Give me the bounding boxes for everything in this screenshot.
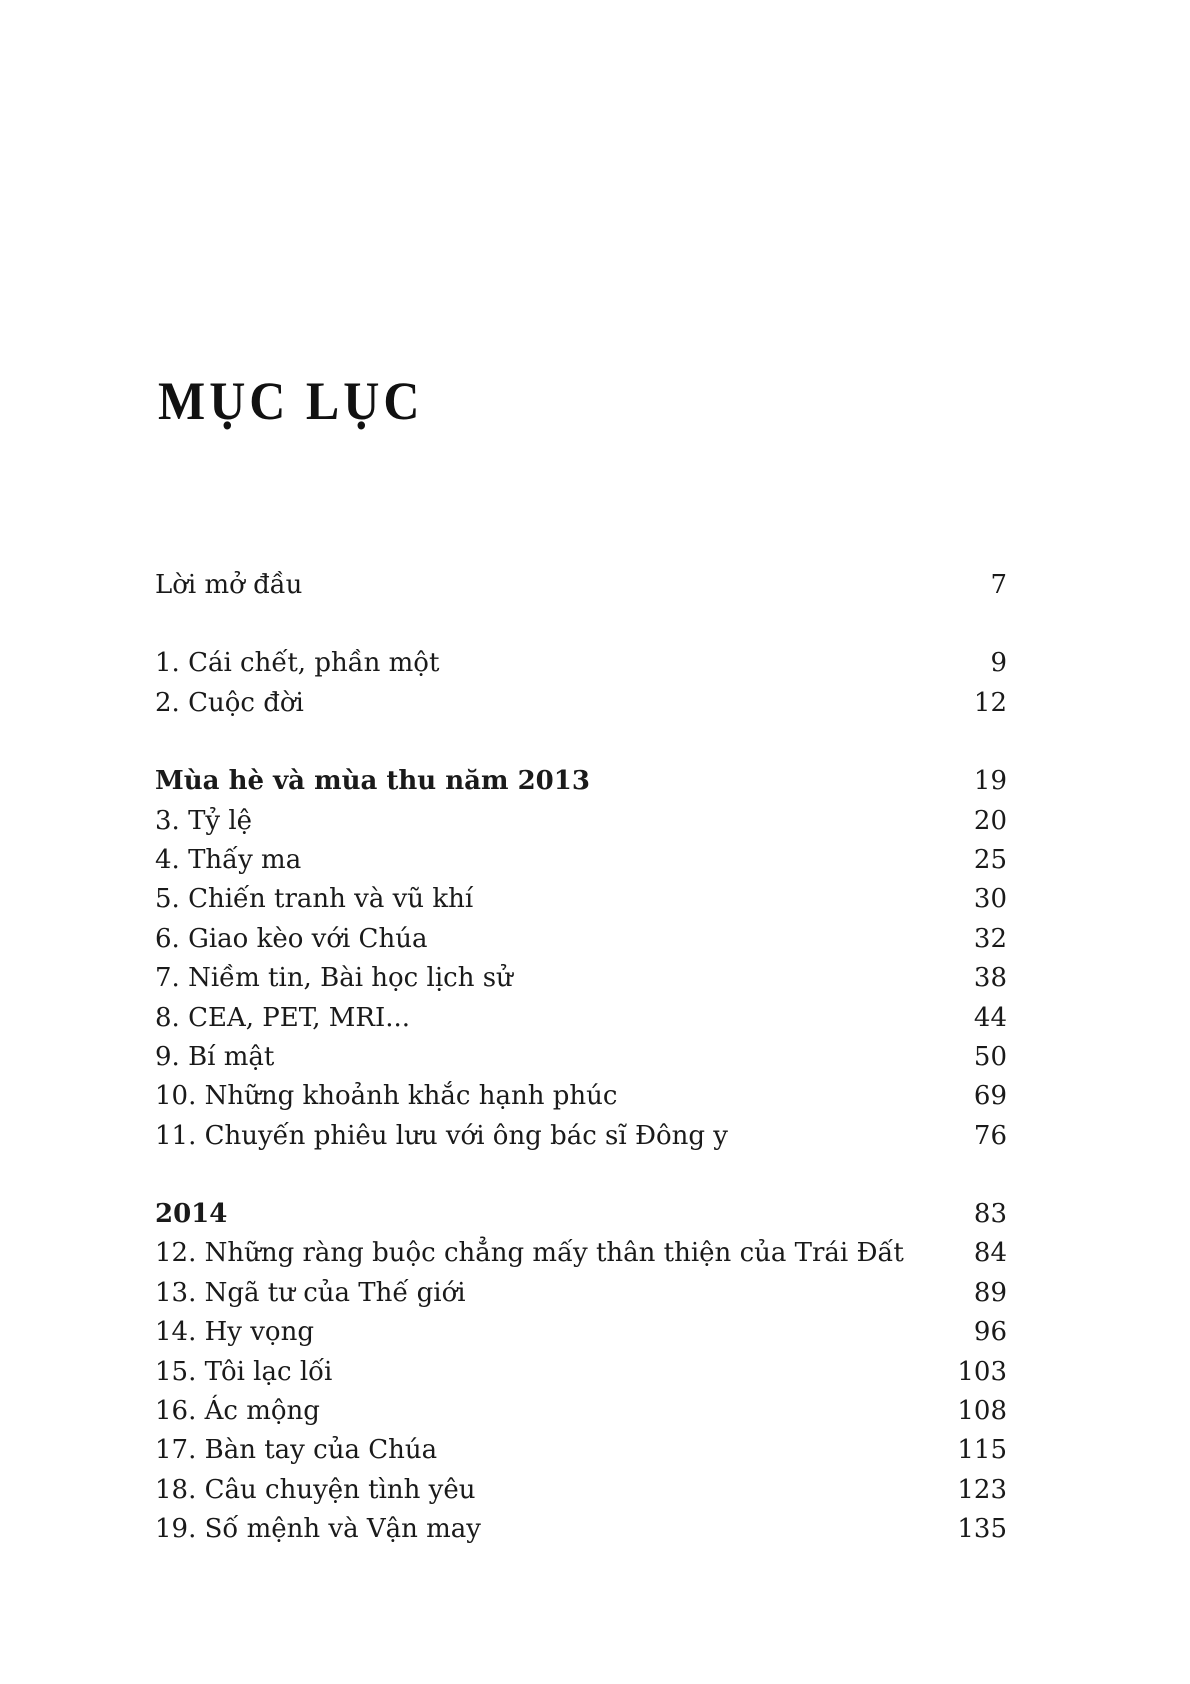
toc-entry-label: 10. Những khoảnh khắc hạnh phúc (155, 1081, 618, 1112)
toc-entry-label: 9. Bí mật (155, 1041, 275, 1072)
toc-entry-label: 14. Hy vọng (155, 1317, 314, 1348)
toc-entry-label: 4. Thấy ma (155, 844, 302, 875)
toc-entry-page: 84 (973, 1238, 1007, 1269)
toc-entry-label: 15. Tôi lạc lối (155, 1356, 333, 1387)
toc-entry[interactable] (155, 1117, 1007, 1156)
toc-section-page: 83 (973, 1199, 1007, 1230)
toc-entry[interactable] (155, 920, 1007, 959)
toc-entry-page: 115 (957, 1435, 1007, 1466)
toc-entry-page: 30 (973, 884, 1007, 915)
toc-entry-page: 9 (990, 648, 1007, 679)
toc-entry[interactable] (155, 1471, 1007, 1510)
toc-entry-page: 76 (973, 1120, 1007, 1151)
toc-entry[interactable] (155, 1234, 1007, 1273)
toc-entry-label: 13. Ngã tư của Thế giới (155, 1277, 466, 1308)
toc-entry-page: 44 (973, 1002, 1007, 1033)
toc-entry-label: Lời mở đầu (155, 570, 303, 600)
toc-entry[interactable] (155, 1431, 1007, 1470)
toc-entry[interactable] (155, 1038, 1007, 1077)
toc-entry[interactable] (155, 1274, 1007, 1313)
toc-entry-label: 16. Ác mộng (155, 1396, 320, 1427)
toc-entry-page: 103 (957, 1356, 1007, 1387)
toc-section-page: 19 (973, 766, 1007, 797)
toc-entry[interactable] (155, 644, 1007, 683)
spacer (155, 605, 1007, 644)
toc-entry[interactable] (155, 999, 1007, 1038)
toc-entry-label: 19. Số mệnh và Vận may (155, 1514, 481, 1545)
toc-entry-page: 12 (973, 687, 1007, 718)
toc-entry[interactable] (155, 1392, 1007, 1431)
toc-entry[interactable] (155, 684, 1007, 723)
toc-entry-intro[interactable] (155, 566, 1007, 605)
toc-entry[interactable] (155, 1313, 1007, 1352)
toc-entry[interactable] (155, 1510, 1007, 1549)
toc-entry[interactable] (155, 959, 1007, 998)
toc-entry-page: 50 (973, 1041, 1007, 1072)
toc-entry-page: 89 (973, 1277, 1007, 1308)
toc-entry-page: 38 (973, 963, 1007, 994)
toc-entry-label: 6. Giao kèo với Chúa (155, 923, 428, 954)
table-of-contents (155, 566, 1007, 1550)
toc-entry-page: 96 (973, 1317, 1007, 1348)
toc-entry-page: 108 (957, 1396, 1007, 1427)
toc-entry-page: 69 (973, 1081, 1007, 1112)
toc-entry-label: 1. Cái chết, phần một (155, 648, 440, 679)
toc-entry-label: 7. Niềm tin, Bài học lịch sử (155, 963, 513, 994)
toc-entry-page: 32 (973, 923, 1007, 954)
toc-entry-page: 25 (973, 844, 1007, 875)
toc-section-heading[interactable] (155, 762, 1007, 801)
spacer (155, 1156, 1007, 1195)
toc-entry-label: 11. Chuyến phiêu lưu với ông bác sĩ Đông y (155, 1120, 728, 1151)
toc-entry-page: 7 (990, 570, 1007, 600)
toc-entry-label: 18. Câu chuyện tình yêu (155, 1474, 476, 1505)
toc-entry[interactable] (155, 1077, 1007, 1116)
toc-section-heading[interactable] (155, 1195, 1007, 1234)
toc-entry-page: 123 (957, 1474, 1007, 1505)
toc-section-label: 2014 (155, 1199, 228, 1230)
spacer (155, 723, 1007, 762)
toc-entry-label: 3. Tỷ lệ (155, 805, 253, 836)
toc-entry-page: 135 (957, 1514, 1007, 1545)
toc-entry-label: 5. Chiến tranh và vũ khí (155, 884, 474, 915)
page-title: MỤC LỤC (158, 370, 424, 431)
toc-entry[interactable] (155, 880, 1007, 919)
toc-entry-label: 17. Bàn tay của Chúa (155, 1435, 438, 1466)
toc-entry[interactable] (155, 1353, 1007, 1392)
toc-entry[interactable] (155, 802, 1007, 841)
toc-entry-page: 20 (973, 805, 1007, 836)
toc-entry[interactable] (155, 841, 1007, 880)
toc-entry-label: 8. CEA, PET, MRI... (155, 1002, 411, 1033)
toc-section-label: Mùa hè và mùa thu năm 2013 (155, 766, 590, 797)
toc-entry-label: 12. Những ràng buộc chẳng mấy thân thiện của Trái Đất (155, 1238, 904, 1269)
toc-entry-label: 2. Cuộc đời (155, 687, 304, 718)
